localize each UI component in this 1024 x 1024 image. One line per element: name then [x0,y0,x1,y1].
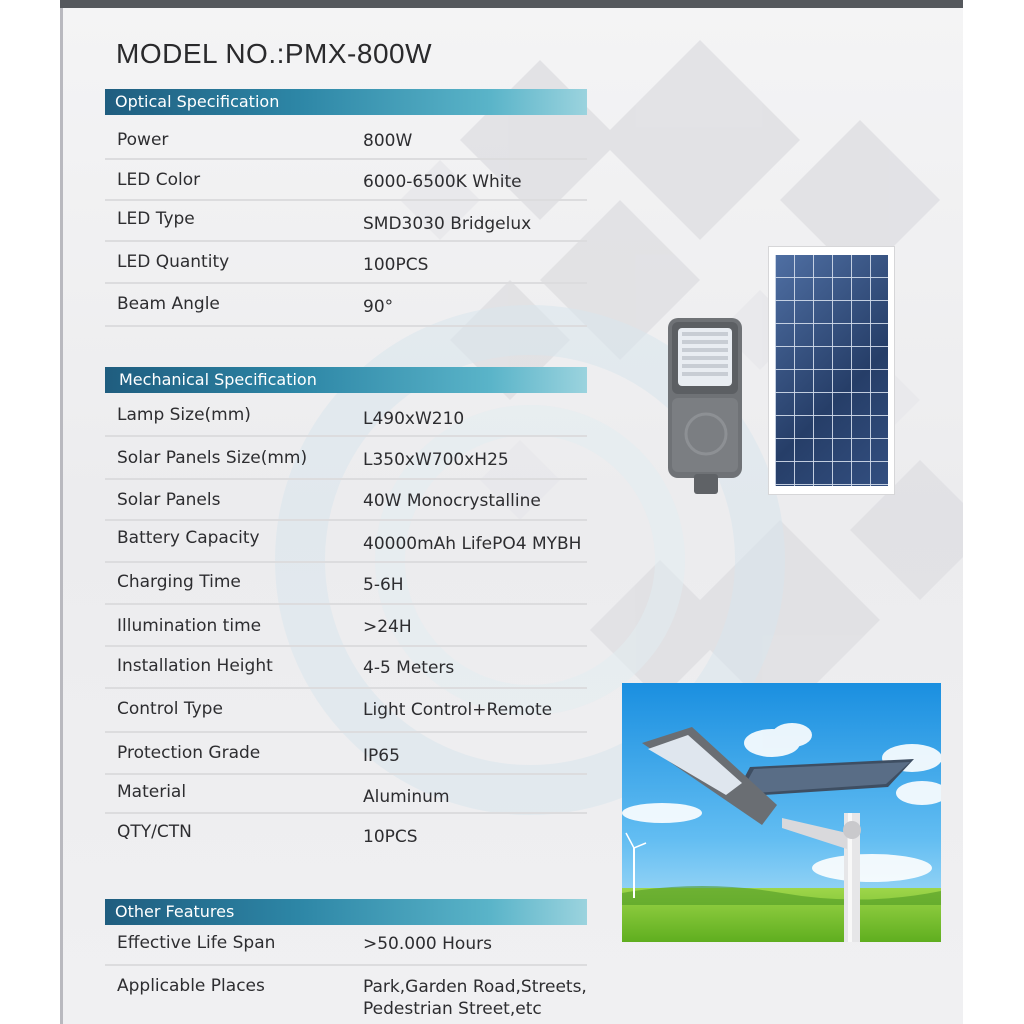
spec-row-life-span [105,926,587,966]
spec-label: QTY/CTN [117,822,192,842]
spec-label: Effective Life Span [117,933,276,953]
spec-row-led-type [105,201,587,242]
spec-label: Battery Capacity [117,528,260,548]
spec-label: Solar Panels Size(mm) [117,448,308,468]
spec-row-installation-height [105,647,587,689]
spec-label: Illumination time [117,616,262,636]
optical-section-header: Optical Specification [105,89,587,115]
solar-panel-cells [775,255,888,486]
spec-row-solar-panels [105,480,587,521]
spec-row-applicable-places [105,966,587,1024]
model-title: MODEL NO.:PMX-800W [116,38,433,69]
spec-label: LED Color [117,170,201,190]
spec-value: Aluminum [363,787,450,807]
spec-row-material [105,775,587,814]
spec-row-solar-panels-size [105,437,587,480]
spec-label: Solar Panels [117,490,221,510]
spec-value: 40000mAh LifePO4 MYBH [363,534,582,554]
spec-label: Beam Angle [117,294,220,314]
spec-sheet [60,0,963,1024]
spec-value: 40W Monocrystalline [363,491,541,511]
spec-value: >50.000 Hours [363,934,492,954]
spec-value: 90° [363,297,394,317]
spec-label: Charging Time [117,572,241,592]
spec-value: Park,Garden Road,Streets, [363,977,587,997]
spec-value: IP65 [363,746,400,766]
mechanical-section-header: Mechanical Specification [105,367,587,393]
lamp-head-image [666,318,746,498]
installed-light-photo [622,683,941,942]
spec-value: >24H [363,617,412,637]
spec-value: 800W [363,131,413,151]
spec-label: Lamp Size(mm) [117,405,251,425]
spec-value: 4-5 Meters [363,658,455,678]
other-features-section-header: Other Features [105,899,587,925]
spec-row-control-type [105,689,587,733]
spec-label: Applicable Places [117,976,265,996]
spec-value: L350xW700xH25 [363,450,509,470]
spec-label: Protection Grade [117,743,261,763]
spec-label: Power [117,130,169,150]
spec-row-beam-angle [105,284,587,327]
solar-panel-image [768,246,895,495]
spec-value: L490xW210 [363,409,465,429]
spec-value: 100PCS [363,255,429,275]
spec-row-power [105,118,587,160]
spec-value-line-2: Pedestrian Street,etc [363,999,542,1019]
spec-label: Installation Height [117,656,273,676]
spec-label: LED Quantity [117,252,230,272]
spec-value: 6000-6500K White [363,172,522,192]
spec-value: 5-6H [363,575,404,595]
spec-value: 10PCS [363,827,418,847]
spec-row-qty-ctn [105,814,587,854]
spec-row-battery-capacity [105,521,587,563]
spec-row-led-color [105,160,587,201]
spec-row-led-quantity [105,242,587,284]
spec-value: Light Control+Remote [363,700,553,720]
spec-label: Material [117,782,187,802]
spec-row-charging-time [105,563,587,605]
spec-row-illumination-time [105,605,587,647]
spec-row-protection-grade [105,733,587,775]
spec-value: SMD3030 Bridgelux [363,214,532,234]
spec-label: Control Type [117,699,223,719]
spec-label: LED Type [117,209,195,229]
spec-row-lamp-size [105,396,587,437]
